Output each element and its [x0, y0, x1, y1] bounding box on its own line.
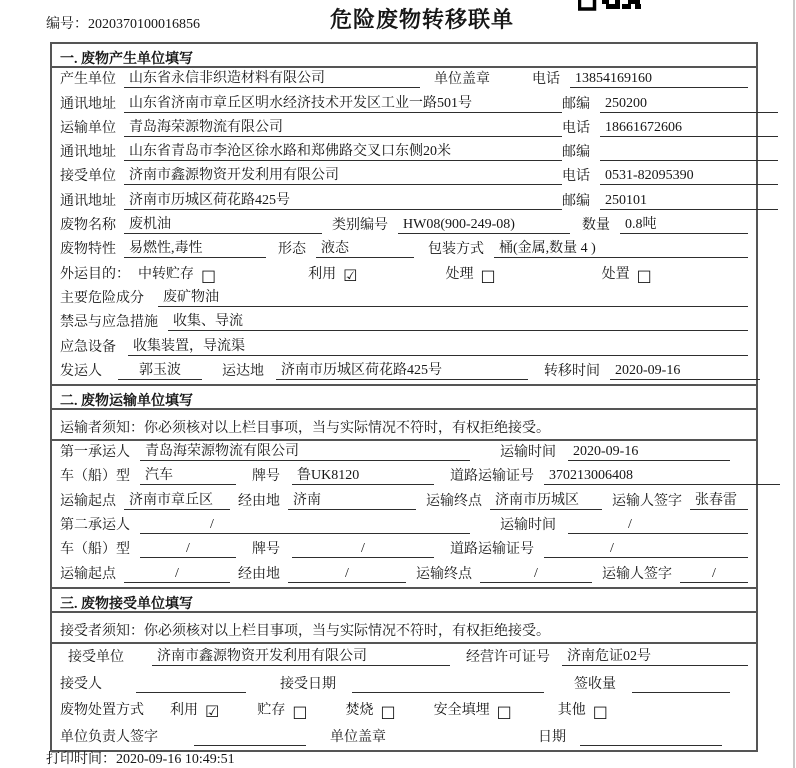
first-carrier-label: 第一承运人: [60, 445, 130, 461]
serial-number: [46, 13, 200, 33]
checkbox-unchecked-icon: □: [292, 702, 308, 722]
transfer-time-value: 2020-09-16: [610, 363, 760, 380]
transport-time1-label: 运输时间: [500, 445, 556, 461]
row-accept-unit: [52, 644, 756, 671]
checkbox-unchecked-icon: □: [636, 265, 652, 285]
disposal-landfill-label: 安全填埋: [433, 703, 490, 719]
row-first-carrier: [52, 441, 756, 465]
receiver-phone-group: [562, 165, 778, 185]
purpose-treat-label: 处理: [445, 266, 474, 282]
producer-unit-value: 山东省永信非织造材料有限公司: [124, 67, 420, 88]
transport-zip-value: [600, 146, 778, 161]
row-waste-character: [52, 238, 756, 262]
date-value: [580, 731, 722, 746]
document-title: 危险废物转移联单: [330, 7, 515, 32]
row-disposal-method: [52, 697, 756, 724]
transport-address-value: 山东省青岛市李沧区徐水路和郑佛路交叉口东侧20米: [124, 140, 562, 161]
plate2-value: /: [292, 541, 434, 558]
row-transfer-purpose: [52, 262, 756, 286]
transport-address-label: 通讯地址: [60, 145, 116, 161]
receiver-phone-label: 电话: [562, 169, 590, 185]
page-right-edge: [793, 0, 795, 768]
row-producer-address: [52, 92, 756, 116]
transporter-notice: 运输者须知：你必须核对以上栏目事项，当与实际情况不符时，有权拒绝接受。: [52, 410, 756, 441]
producer-phone-group: [532, 68, 748, 88]
purpose-storage-label: 中转贮存: [138, 266, 194, 282]
section-transporter: [52, 384, 756, 587]
license-number-value: 济南危证02号: [562, 645, 748, 666]
disposal-method-label: 废物处置方式: [60, 703, 144, 719]
endpoint2-value: /: [480, 566, 592, 583]
disposal-option-landfill: [433, 699, 512, 722]
receiver-unit-value: 济南市鑫源物资开发利用有限公司: [124, 164, 562, 185]
accept-unit-value: 济南市鑫源物资开发利用有限公司: [152, 645, 450, 666]
packaging-label: 包装方式: [428, 242, 484, 258]
print-time: [46, 748, 235, 768]
section-receiver-title: 三. 废物接受单位填写: [52, 589, 756, 613]
plate2-label: 牌号: [252, 542, 280, 558]
row-route1: [52, 489, 756, 513]
accept-date-value: [352, 678, 544, 693]
producer-zip-group: [562, 93, 778, 113]
producer-zip-value: 250200: [600, 96, 778, 113]
purpose-dispose-label: 处置: [601, 266, 630, 282]
transport-phone-label: 电话: [562, 120, 590, 136]
waste-name-value: 废机油: [124, 213, 322, 234]
receiver-zip-label: 邮编: [562, 193, 590, 209]
row-transport-unit: [52, 117, 756, 141]
destination-label: 运达地: [222, 363, 264, 379]
checkbox-unchecked-icon: □: [592, 702, 608, 722]
responsible-signature-value: [194, 731, 306, 746]
road-license1-label: 道路运输证号: [450, 469, 534, 485]
packaging-value: 桶(金属,数量 4 ): [494, 237, 748, 258]
hazard-component-label: 主要危险成分: [60, 290, 144, 306]
producer-phone-label: 电话: [532, 72, 560, 88]
vehicle-type1-value: 汽车: [140, 464, 236, 485]
receiver-zip-value: 250101: [600, 193, 778, 210]
transfer-time-label: 转移时间: [544, 363, 600, 379]
row-responsible-signature: [52, 723, 756, 750]
second-carrier-value: /: [140, 517, 470, 534]
accept-unit-label: 接受单位: [68, 650, 124, 666]
section-receiver: [52, 587, 756, 750]
form-state-label: 形态: [278, 242, 306, 258]
receiver-address-label: 通讯地址: [60, 193, 116, 209]
quantity-value: 0.8吨: [620, 213, 748, 234]
transport-unit-value: 青岛海荣源物流有限公司: [124, 116, 562, 137]
taboo-measures-label: 禁忌与应急措施: [60, 315, 158, 331]
row-receiver-unit: [52, 165, 756, 189]
transport-zip-group: [562, 141, 778, 161]
via2-value: /: [288, 566, 406, 583]
accept-person-value: [136, 678, 246, 693]
destination-value: 济南市历城区荷花路425号: [276, 359, 528, 380]
qr-code-fragment: [578, 0, 642, 11]
waste-character-label: 废物特性: [60, 242, 116, 258]
row-waste-name: [52, 214, 756, 238]
waste-character-value: 易燃性,毒性: [124, 237, 266, 258]
road-license2-value: /: [544, 541, 748, 558]
transport-zip-label: 邮编: [562, 145, 590, 161]
checkbox-checked-icon: ☑: [343, 265, 358, 285]
row-shipper: [52, 360, 756, 384]
serial-value: 2020370100016856: [88, 17, 200, 32]
origin2-label: 运输起点: [60, 566, 116, 582]
endpoint1-label: 运输终点: [426, 493, 482, 509]
disposal-option-storage: [257, 699, 308, 722]
row-receiver-address: [52, 189, 756, 213]
vehicle-type2-value: /: [140, 541, 236, 558]
unit-seal-label: 单位盖章: [434, 72, 490, 88]
purpose-option-dispose: [602, 263, 652, 283]
disposal-option-utilize: [170, 699, 220, 722]
section-transporter-title: 二. 废物运输单位填写: [52, 386, 756, 410]
origin2-value: /: [124, 566, 230, 583]
purpose-option-utilize: [308, 263, 357, 283]
checkbox-unchecked-icon: □: [201, 265, 217, 285]
license-number-label: 经营许可证号: [466, 650, 550, 666]
producer-address-value: 山东省济南市章丘区明水经济技术开发区工业一路501号: [124, 92, 562, 113]
road-license1-value: 370213006408: [544, 468, 780, 485]
transport-time1-value: 2020-09-16: [568, 444, 730, 461]
checkbox-unchecked-icon: □: [380, 702, 396, 722]
transfer-purpose-label: 外运目的：: [60, 266, 130, 282]
row-vehicle-type1: [52, 465, 756, 489]
shipper-label: 发运人: [60, 363, 102, 379]
via1-label: 经由地: [238, 493, 280, 509]
via1-value: 济南: [288, 489, 416, 510]
accept-date-label: 接受日期: [280, 676, 336, 692]
transport-phone-value: 18661672606: [600, 120, 778, 137]
disposal-other-label: 其他: [557, 703, 586, 719]
receiver-unit-label: 接受单位: [60, 169, 116, 185]
row-emergency-equipment: [52, 335, 756, 359]
row-transport-address: [52, 141, 756, 165]
taboo-measures-value: 收集、导流: [168, 310, 748, 331]
vehicle-type1-label: 车（船）型: [60, 469, 130, 485]
purpose-utilize-label: 利用: [308, 266, 337, 282]
serial-label: 编号：: [46, 17, 88, 32]
endpoint1-value: 济南市历城区: [490, 489, 602, 510]
second-carrier-label: 第二承运人: [60, 518, 130, 534]
row-taboo-measures: [52, 311, 756, 335]
via2-label: 经由地: [238, 566, 280, 582]
transport-phone-group: [562, 117, 778, 137]
date-label: 日期: [538, 729, 566, 745]
waste-name-label: 废物名称: [60, 218, 116, 234]
row-accept-person: [52, 670, 756, 697]
carrier-signature2-value: /: [680, 566, 748, 583]
road-license2-label: 道路运输证号: [450, 542, 534, 558]
row-producer-unit: [52, 68, 756, 92]
print-time-label: 打印时间：: [46, 752, 116, 767]
origin1-value: 济南市章丘区: [124, 489, 230, 510]
row-vehicle-type2: [52, 538, 756, 562]
carrier-signature1-label: 运输人签字: [612, 493, 682, 509]
transport-unit-label: 运输单位: [60, 120, 116, 136]
plate1-label: 牌号: [252, 469, 280, 485]
producer-zip-label: 邮编: [562, 96, 590, 112]
signed-amount-label: 签收量: [574, 676, 616, 692]
first-carrier-value: 青岛海荣源物流有限公司: [140, 440, 470, 461]
disposal-utilize-label: 利用: [170, 703, 198, 719]
producer-phone-value: 13854169160: [570, 71, 748, 88]
receiver-address-value: 济南市历城区荷花路425号: [124, 189, 562, 210]
category-code-value: HW08(900-249-08): [398, 217, 570, 234]
endpoint2-label: 运输终点: [416, 566, 472, 582]
quantity-label: 数量: [582, 218, 610, 234]
signed-amount-value: [632, 678, 730, 693]
carrier-signature1-value: 张春雷: [690, 489, 748, 510]
section-producer-title: 一. 废物产生单位填写: [52, 44, 756, 68]
form-state-value: 液态: [316, 237, 414, 258]
checkbox-unchecked-icon: □: [496, 702, 512, 722]
row-route2: [52, 562, 756, 586]
checkbox-checked-icon: ☑: [205, 702, 220, 722]
emergency-equipment-label: 应急设备: [60, 339, 116, 355]
emergency-equipment-value: 收集装置，导流渠: [128, 335, 748, 356]
carrier-signature2-label: 运输人签字: [602, 566, 672, 582]
hazard-component-value: 废矿物油: [158, 286, 748, 307]
disposal-option-other: [557, 699, 608, 722]
responsible-signature-label: 单位负责人签字: [60, 729, 158, 745]
disposal-option-incinerate: [345, 699, 396, 722]
unit-seal2-label: 单位盖章: [330, 729, 386, 745]
receiver-phone-value: 0531-82095390: [600, 168, 778, 185]
disposal-incinerate-label: 焚烧: [345, 703, 374, 719]
receiver-zip-group: [562, 190, 778, 210]
category-code-label: 类别编号: [332, 218, 388, 234]
document-header: [0, 0, 796, 42]
print-time-value: 2020-09-16 10:49:51: [116, 752, 235, 767]
purpose-option-storage: [138, 263, 216, 283]
purpose-option-treat: [445, 263, 495, 283]
row-second-carrier: [52, 514, 756, 538]
accept-person-label: 接受人: [60, 676, 102, 692]
disposal-storage-label: 贮存: [257, 703, 286, 719]
receiver-notice: 接受者须知：你必须核对以上栏目事项，当与实际情况不符时，有权拒绝接受。: [52, 613, 756, 644]
transport-time2-value: /: [568, 517, 748, 534]
checkbox-unchecked-icon: □: [480, 265, 496, 285]
transport-time2-label: 运输时间: [500, 518, 556, 534]
vehicle-type2-label: 车（船）型: [60, 542, 130, 558]
waste-transfer-form: [50, 42, 758, 752]
shipper-value: 郭玉波: [118, 359, 202, 380]
row-hazard-component: [52, 287, 756, 311]
origin1-label: 运输起点: [60, 493, 116, 509]
producer-address-label: 通讯地址: [60, 96, 116, 112]
section-producer: [52, 44, 756, 384]
producer-unit-label: 产生单位: [60, 72, 116, 88]
plate1-value: 鲁UK8120: [292, 464, 434, 485]
